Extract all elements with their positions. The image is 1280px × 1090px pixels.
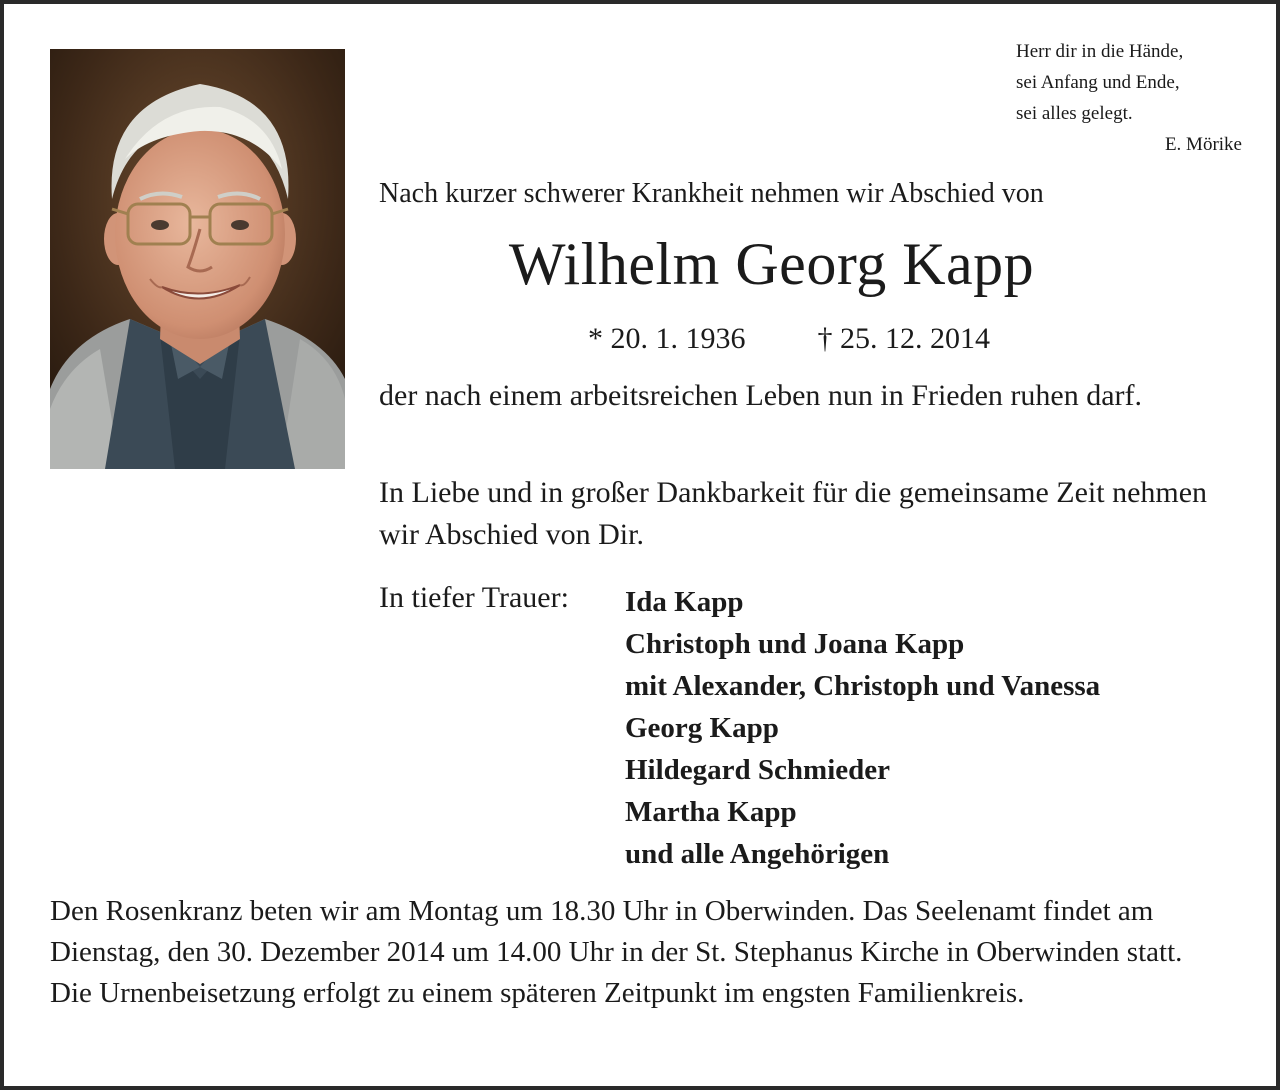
mourner-name: Hildegard Schmieder — [625, 754, 891, 786]
poem-line: sei Anfang und Ende, — [1016, 72, 1180, 93]
poem-quote — [1016, 36, 1242, 160]
mourner-name: Martha Kapp — [625, 796, 797, 828]
service-details: Den Rosenkranz beten wir am Montag um 18.30 Uhr in Oberwinden. Das Seelenamt findet am Dienstag, den 30. Dezember 2014 um 14.00 Uhr in der St. Stephanus Kirche in Oberwinden statt. — [50, 895, 1183, 968]
life-dates — [588, 322, 990, 356]
mourner-name: Christoph und Joana Kapp — [625, 628, 965, 660]
mourners-list — [625, 581, 1100, 875]
portrait-illustration — [50, 49, 345, 469]
mourner-name: Georg Kapp — [625, 712, 779, 744]
mourner-name: und alle Angehörigen — [625, 838, 890, 870]
mourner-name: Ida Kapp — [625, 586, 744, 618]
deceased-name: Wilhelm Georg Kapp — [508, 231, 1035, 297]
poem-author: E. Mörike — [1164, 134, 1242, 155]
poem-line: Herr dir in die Hände, — [1016, 41, 1184, 62]
paragraph-peace: der nach einem arbeitsreichen Leben nun in Frieden ruhen darf. — [379, 379, 1143, 412]
paragraph-gratitude: In Liebe und in großer Dankbarkeit für die gemeinsame Zeit nehmen wir Abschied von Dir. — [379, 476, 1208, 551]
burial-note: Die Urnenbeisetzung erfolgt zu einem späteren Zeitpunkt im engsten Familienkreis. — [50, 977, 1025, 1009]
birth-date: * 20. 1. 1936 — [588, 322, 746, 355]
service-info — [50, 891, 1242, 1014]
portrait-photo — [50, 49, 345, 469]
mourner-name: mit Alexander, Christoph und Vanessa — [625, 670, 1101, 702]
poem-line: sei alles gelegt. — [1016, 103, 1133, 124]
death-date: † 25. 12. 2014 — [817, 322, 990, 355]
intro-text: Nach kurzer schwerer Krankheit nehmen wir Abschied von — [379, 178, 1044, 209]
mourning-label: In tiefer Trauer: — [379, 581, 569, 614]
